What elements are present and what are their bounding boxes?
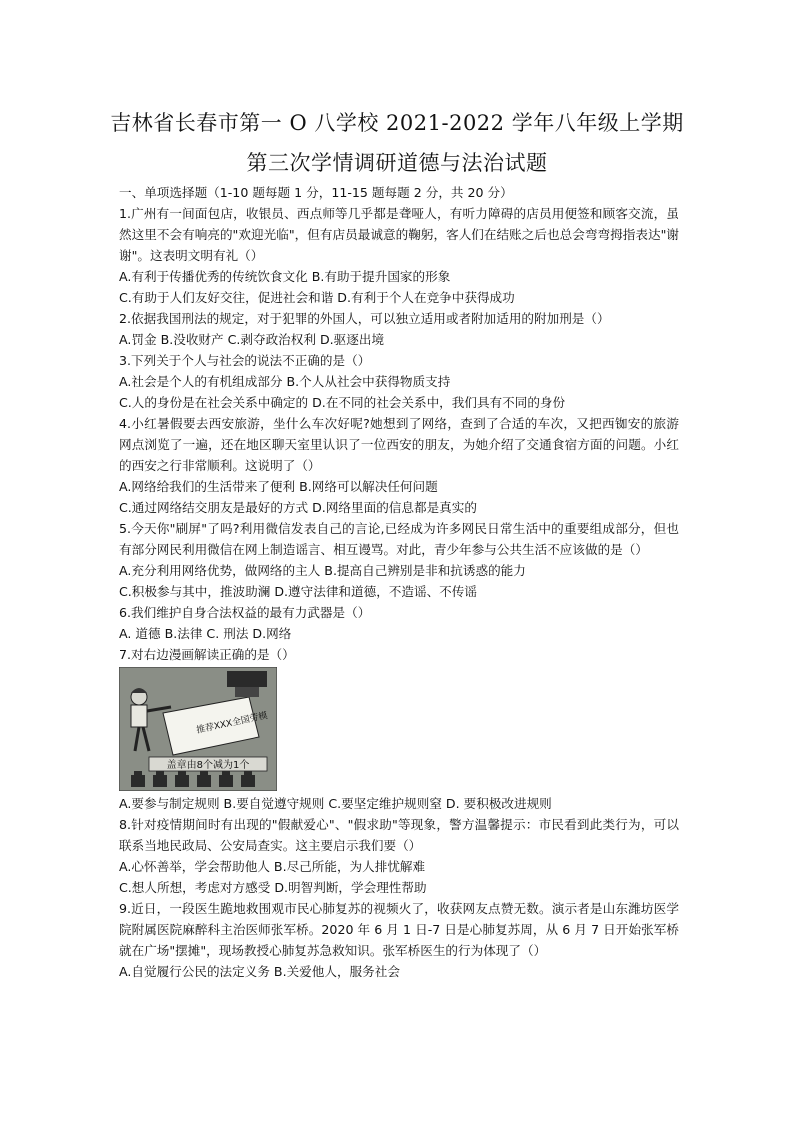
question-8-options-a: A.心怀善举，学会帮助他人 B.尽己所能，为人排忧解难 xyxy=(119,859,426,874)
exam-title: 吉林省长春市第一 O 八学校 2021-2022 学年八年级上学期 xyxy=(110,111,684,135)
section-header: 一、单项选择题（1-10 题每题 1 分，11-15 题每题 2 分，共 20 分） xyxy=(119,185,513,200)
question-2-options: A.罚金 B.没收财产 C.剥夺政治权利 D.驱逐出境 xyxy=(119,332,385,347)
cartoon-stamp-text: 推荐XXX全国劳模 xyxy=(195,711,269,736)
question-7-options: A.要参与制定规则 B.要自觉遵守规则 C.要坚定维护规则窒 D. 要积极改进规则 xyxy=(119,796,552,811)
cartoon-image xyxy=(119,667,277,791)
question-1-stem: 1.广州有一间面包店，收银员、西点师等几乎都是聋哑人，有听力障碍的店员用便签和顾客交流，虽然这里不会有响亮的"欢迎光临"，但有店员最诚意的鞠躬，客人们在结账之后也总会弯弯拇指表达"谢谢"。这表明文明有礼（） xyxy=(119,206,679,263)
question-3-stem: 3.下列关于个人与社会的说法不正确的是（） xyxy=(119,353,371,368)
question-4-options-c: C.通过网络结交朋友是最好的方式 D.网络里面的信息都是真实的 xyxy=(119,500,477,515)
question-8-stem: 8.针对疫情期间时有出现的"假献爱心"、"假求助"等现象，警方温馨提示：市民看到此类行为，可以联系当地民政局、公安局查实。这主要启示我们要（） xyxy=(119,817,679,853)
question-1-options-a: A.有利于传播优秀的传统饮食文化 B.有助于提升国家的形象 xyxy=(119,269,451,284)
question-9-options: A.自觉履行公民的法定义务 B.关爱他人，服务社会 xyxy=(119,964,400,979)
question-5-options-a: A.充分利用网络优势，做网络的主人 B.提高自己辨别是非和抗诱惑的能力 xyxy=(119,563,526,578)
question-3-options-c: C.人的身份是在社会关系中确定的 D.在不同的社会关系中，我们具有不同的身份 xyxy=(119,395,566,410)
question-4-options-a: A.网络给我们的生活带来了便利 B.网络可以解决任何问题 xyxy=(119,479,438,494)
question-6-options: A. 道德 B.法律 C. 刑法 D.网络 xyxy=(119,626,292,641)
question-9-stem: 9.近日，一段医生跪地救围观市民心肺复苏的视频火了，收获网友点赞无数。演示者是山东潍坊医学院附属医院麻醉科主治医师张军桥。2020 年 6 月 1 日-7 日是心肺复苏周，从 6 月 7 日开始张军桥就在广场"摆摊"，现场教授心肺复苏急救知识。张军桥医生的行为体现了（） xyxy=(119,901,679,958)
question-8-options-c: C.想人所想，考虑对方感受 D.明智判断，学会理性帮助 xyxy=(119,880,427,895)
question-4-stem: 4.小红暑假要去西安旅游，坐什么车次好呢?她想到了网络，查到了合适的车次，又把西铷安的旅游网点浏览了一遍，还在地区聊天室里认识了一位西安的朋友，为她介绍了交通食宿方面的问题。小红的西安之行非常顺利。这说明了（） xyxy=(119,416,679,473)
exam-body xyxy=(119,182,679,982)
question-1-options-c: C.有助于人们友好交往，促进社会和谐 D.有利于个人在竞争中获得成功 xyxy=(119,290,515,305)
exam-subtitle: 第三次学情调研道德与法治试题 xyxy=(246,151,548,175)
question-3-options-a: A.社会是个人的有机组成部分 B.个人从社会中获得物质支持 xyxy=(119,374,451,389)
question-7-stem: 7.对右边漫画解读正确的是（） xyxy=(119,647,295,662)
question-5-stem: 5.今天你"刷屏"了吗?利用微信发表自己的言论,已经成为许多网民日常生活中的重要组成部分，但也有部分网民利用微信在网上制造谣言、相互谩骂。对此，青少年参与公共生活不应该做的是（） xyxy=(119,521,679,557)
question-2-stem: 2.依据我国刑法的规定，对于犯罪的外国人，可以独立适用或者附加适用的附加刑是（） xyxy=(119,311,610,326)
question-5-options-c: C.积极参与其中，推波助澜 D.遵守法律和道德，不造谣、不传谣 xyxy=(119,584,477,599)
question-6-stem: 6.我们维护自身合法权益的最有力武器是（） xyxy=(119,605,371,620)
cartoon-caption: 盖章由8个减为1个 xyxy=(166,760,250,771)
